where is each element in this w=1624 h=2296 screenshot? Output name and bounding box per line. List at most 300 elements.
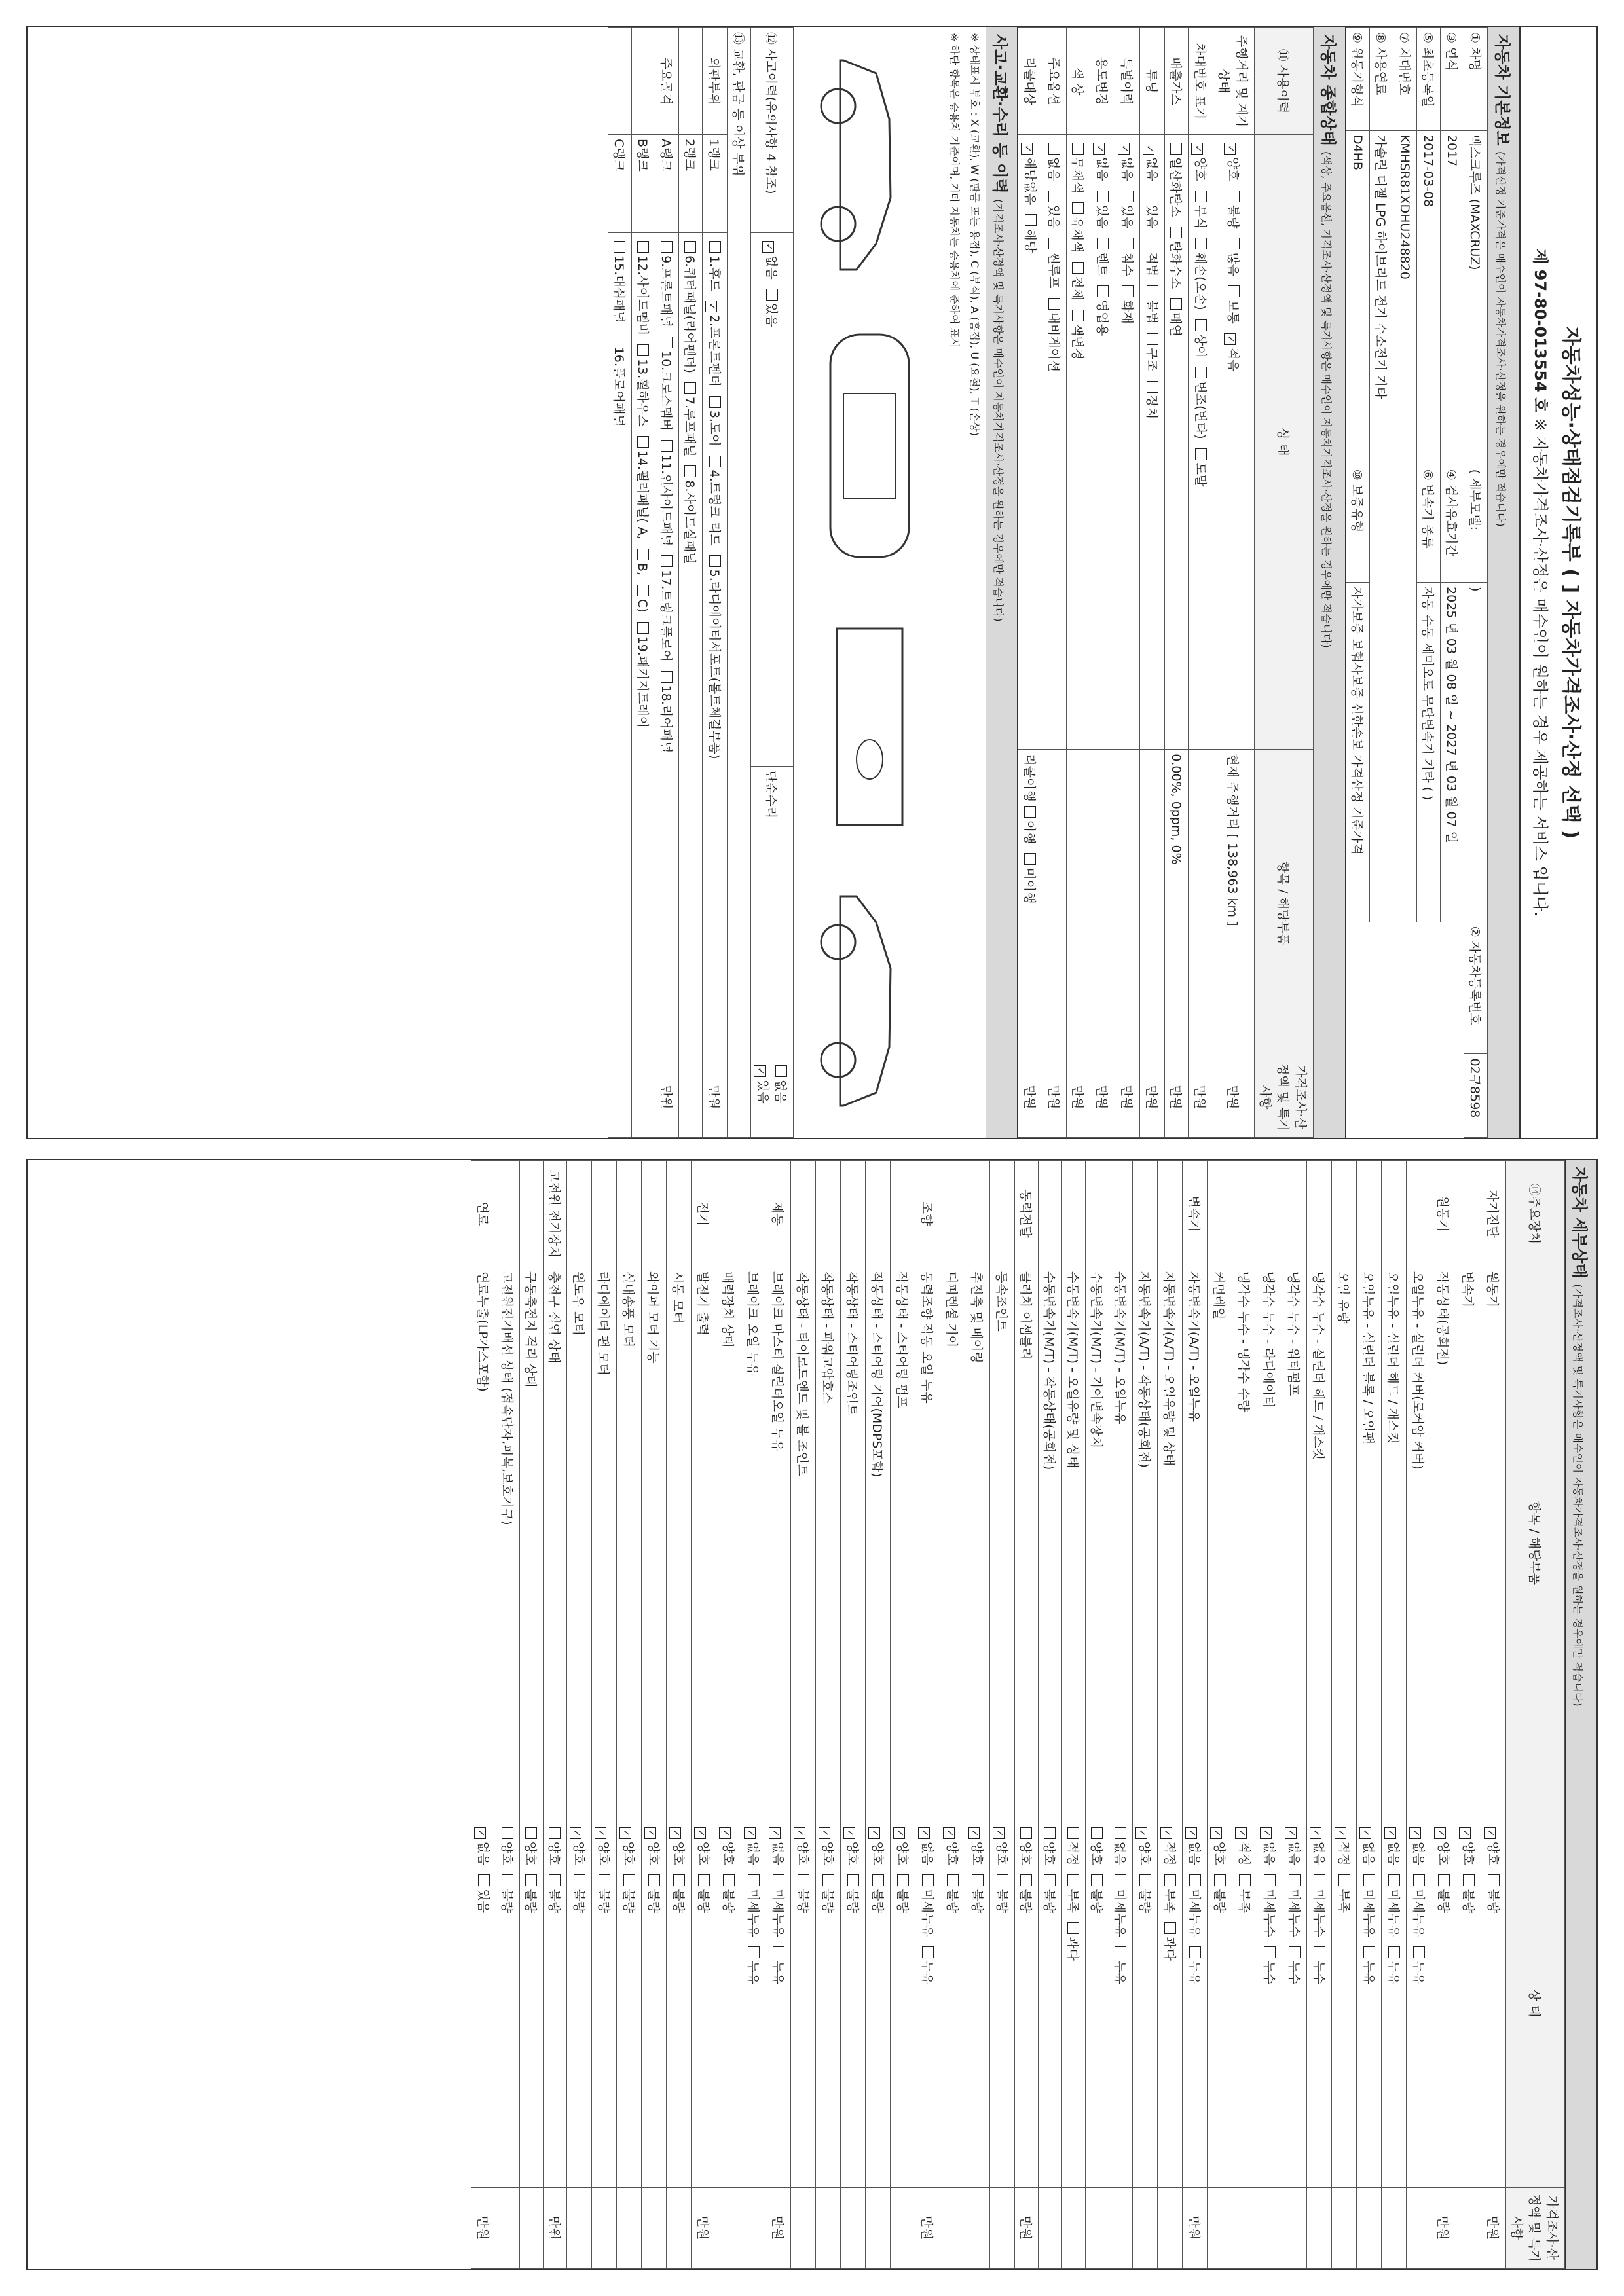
- detail-row: [866, 1161, 891, 2269]
- checkbox[interactable]: [1115, 1827, 1126, 1839]
- checkbox[interactable]: [1044, 1827, 1056, 1839]
- checkbox[interactable]: [614, 241, 625, 253]
- option-label: 미이행: [1022, 867, 1037, 904]
- checkbox[interactable]: [1388, 1946, 1400, 1958]
- checkbox[interactable]: [754, 1065, 766, 1077]
- detail-item: 실내송풍 모터: [617, 1267, 642, 1819]
- detail-row: [766, 1161, 791, 2269]
- detail-option: [1018, 1823, 1033, 1866]
- option-label: 일산화탄소: [1168, 157, 1183, 217]
- option-label: 불량: [1137, 1889, 1152, 1914]
- detail-option: [1386, 1942, 1401, 1985]
- checkbox[interactable]: [1143, 143, 1154, 155]
- checkbox[interactable]: [1048, 191, 1060, 202]
- status-options: [1165, 135, 1189, 750]
- checkbox[interactable]: [1314, 1874, 1325, 1886]
- detail-status-table: [471, 1160, 1565, 2269]
- checkbox[interactable]: [1067, 1827, 1079, 1839]
- option-label: 매연: [1168, 312, 1183, 337]
- detail-option: [1065, 1918, 1080, 1961]
- checkbox[interactable]: [1335, 1827, 1346, 1839]
- checkbox[interactable]: [1072, 310, 1084, 321]
- checkbox[interactable]: [1067, 1874, 1079, 1886]
- checkbox[interactable]: [1170, 227, 1182, 238]
- checkbox[interactable]: [1048, 298, 1060, 310]
- detail-item: 자동변속기(A/T) - 작동상태(공회전): [1133, 1267, 1158, 1819]
- status-options: [1090, 135, 1115, 750]
- detail-option: [1113, 1870, 1127, 1937]
- option-label: 양호: [1212, 1841, 1227, 1866]
- detail-options: [1382, 1819, 1407, 2187]
- detail-option: [476, 1823, 490, 1866]
- checkbox[interactable]: [694, 1827, 706, 1839]
- checkbox[interactable]: [1239, 1874, 1251, 1886]
- checkbox[interactable]: [1139, 1874, 1151, 1886]
- option-label: 없음: [1262, 1841, 1276, 1866]
- basic-info-cell: ③ 연식: [1441, 28, 1464, 131]
- checkbox[interactable]: [773, 1946, 784, 1958]
- part-option: [707, 297, 722, 387]
- option-label: 없음: [1113, 1841, 1127, 1866]
- checkbox[interactable]: [748, 1874, 760, 1886]
- status-option: [1120, 234, 1134, 276]
- option-label: 상이: [1193, 333, 1208, 358]
- status-label: 주행거리 및 계기상태: [1213, 28, 1255, 135]
- checkbox[interactable]: [1093, 143, 1105, 155]
- checkbox[interactable]: [661, 671, 673, 683]
- status-option: [1023, 139, 1037, 205]
- detail-item: 원동기: [1481, 1267, 1506, 1819]
- checkbox[interactable]: [993, 1827, 1005, 1839]
- checkbox[interactable]: [1285, 1827, 1297, 1839]
- checkbox[interactable]: [648, 1874, 660, 1886]
- checkbox[interactable]: [502, 1874, 513, 1886]
- option-label: 양호: [870, 1841, 885, 1866]
- status-row: [1140, 28, 1165, 1138]
- checkbox[interactable]: [1214, 1874, 1226, 1886]
- checkbox[interactable]: [1310, 1827, 1321, 1839]
- detail-option: [1436, 1870, 1450, 1913]
- detail-option: [771, 1870, 785, 1937]
- checkbox[interactable]: [1160, 1827, 1172, 1839]
- checkbox[interactable]: [709, 456, 721, 467]
- price-unit: 만원: [1431, 2188, 1456, 2269]
- basic-info-row: [1464, 28, 1488, 1138]
- checkbox[interactable]: [1195, 238, 1207, 249]
- checkbox[interactable]: [1264, 1874, 1276, 1886]
- checkbox[interactable]: [673, 1874, 685, 1886]
- checkbox[interactable]: [1228, 191, 1240, 202]
- checkbox[interactable]: [669, 1827, 681, 1839]
- checkbox[interactable]: [1289, 1874, 1301, 1886]
- detail-option: [597, 1823, 611, 1866]
- checkbox[interactable]: [1044, 1874, 1056, 1886]
- checkbox[interactable]: [1189, 1946, 1201, 1958]
- checkbox[interactable]: [968, 1827, 980, 1839]
- detail-options: [642, 1819, 667, 2187]
- price-unit: 만원: [915, 2188, 940, 2269]
- option-label: 6.쿼터패널(리어펜더): [682, 255, 697, 373]
- col-state: 상 태: [1255, 135, 1314, 750]
- checkbox[interactable]: [1463, 1874, 1475, 1886]
- device-group: [990, 1161, 1015, 1267]
- device-group: [667, 1161, 692, 1267]
- detail-option: [970, 1870, 984, 1913]
- basic-info-cell: ⑩ 보증유형: [1346, 465, 1370, 582]
- detail-item: 와이퍼 모터 기능: [642, 1267, 667, 1819]
- price-unit: 만원: [703, 1057, 728, 1138]
- checkbox[interactable]: [1025, 214, 1037, 226]
- detail-row: [1357, 1161, 1382, 2269]
- detail-options: [816, 1819, 841, 2187]
- checkbox[interactable]: [997, 1874, 1008, 1886]
- device-group: [891, 1161, 915, 1267]
- checkbox[interactable]: [893, 1827, 905, 1839]
- detail-item: 자동변속기(A/T) - 오일누유: [1183, 1267, 1208, 1819]
- price-unit: [667, 2188, 692, 2269]
- detail-item: 동력조향 작동 오일 누유: [915, 1267, 940, 1819]
- checkbox[interactable]: [1210, 1827, 1222, 1839]
- option-label: 렌트: [1095, 252, 1109, 277]
- option-label: 누유: [1187, 1960, 1202, 1985]
- device-group: 원동기: [1431, 1161, 1456, 1267]
- detail-option: [1262, 1823, 1276, 1866]
- option-label: 양호: [597, 1841, 611, 1866]
- checkbox[interactable]: [819, 1827, 830, 1839]
- checkbox[interactable]: [719, 1827, 731, 1839]
- checkbox[interactable]: [1488, 1874, 1500, 1886]
- status-option: [1070, 198, 1084, 253]
- checkbox[interactable]: [773, 1874, 784, 1886]
- basic-info-row: [1441, 28, 1464, 1138]
- checkbox[interactable]: [549, 1827, 561, 1839]
- part-option: [707, 452, 722, 546]
- option-label: 부족: [1162, 1889, 1177, 1914]
- checkbox[interactable]: [1115, 1946, 1126, 1958]
- checkbox[interactable]: [868, 1827, 880, 1839]
- option-label: 불량: [572, 1889, 586, 1914]
- checkbox[interactable]: [1097, 238, 1109, 249]
- checkbox[interactable]: [1438, 1874, 1450, 1886]
- option-label: 부족: [1237, 1889, 1251, 1914]
- checkbox[interactable]: [1409, 1827, 1421, 1839]
- checkbox[interactable]: [709, 241, 721, 253]
- checkbox[interactable]: [1338, 1874, 1350, 1886]
- detail-item: 구동축전지 격리 상태: [520, 1267, 544, 1819]
- price-unit: [1208, 2188, 1232, 2269]
- price-unit: [841, 2188, 866, 2269]
- checkbox[interactable]: [1413, 1874, 1425, 1886]
- option-label: 불량: [1018, 1889, 1033, 1914]
- checkbox[interactable]: [847, 1874, 859, 1886]
- checkbox[interactable]: [1363, 1874, 1375, 1886]
- checkbox[interactable]: [723, 1874, 735, 1886]
- checkbox[interactable]: [798, 1874, 809, 1886]
- option-label: 8.사이드실패널: [682, 480, 697, 564]
- checkbox[interactable]: [637, 241, 649, 253]
- checkbox[interactable]: [1122, 191, 1134, 202]
- option-label: 누유: [1411, 1960, 1426, 1985]
- checkbox[interactable]: [1185, 1827, 1197, 1839]
- option-label: 불량: [995, 1889, 1009, 1914]
- option-label: 양호: [1042, 1841, 1056, 1866]
- checkbox[interactable]: [767, 289, 779, 301]
- option-label: 화재: [1120, 300, 1134, 324]
- checkbox[interactable]: [661, 555, 673, 567]
- checkbox[interactable]: [1189, 1874, 1201, 1886]
- checkbox[interactable]: [748, 1946, 760, 1958]
- checkbox[interactable]: [1195, 191, 1207, 202]
- checkbox[interactable]: [1228, 238, 1240, 249]
- checkbox[interactable]: [1147, 238, 1158, 249]
- checkbox[interactable]: [661, 241, 673, 253]
- checkbox[interactable]: [922, 1946, 934, 1958]
- device-group: [1307, 1161, 1332, 1267]
- option-label: 불량: [1042, 1889, 1056, 1914]
- detail-item: 작동상태(공회전): [1431, 1267, 1456, 1819]
- checkbox[interactable]: [1235, 1827, 1247, 1839]
- checkbox[interactable]: [637, 622, 649, 634]
- checkbox[interactable]: [1225, 143, 1236, 155]
- checkbox[interactable]: [775, 1065, 787, 1077]
- checkbox[interactable]: [619, 1827, 631, 1839]
- checkbox[interactable]: [1135, 1827, 1147, 1839]
- status-option: [1168, 139, 1183, 217]
- checkbox[interactable]: [1388, 1874, 1400, 1886]
- checkbox[interactable]: [661, 337, 673, 348]
- basic-info-cell: ): [1464, 583, 1488, 922]
- checkbox[interactable]: [1048, 238, 1060, 249]
- detail-option: [845, 1823, 860, 1866]
- checkbox[interactable]: [1020, 1827, 1032, 1839]
- checkbox[interactable]: [684, 465, 696, 477]
- checkbox[interactable]: [474, 1827, 486, 1839]
- price-unit: [866, 2188, 891, 2269]
- detail-options: [1158, 1819, 1183, 2187]
- checkbox[interactable]: [644, 1827, 656, 1839]
- detail-row: [520, 1161, 544, 2269]
- checkbox[interactable]: [637, 344, 649, 356]
- checkbox[interactable]: [972, 1874, 984, 1886]
- checkbox[interactable]: [897, 1874, 909, 1886]
- checkbox[interactable]: [684, 241, 696, 253]
- checkbox[interactable]: [1413, 1946, 1425, 1958]
- status-detail: [1213, 750, 1255, 1057]
- checkbox[interactable]: [872, 1874, 884, 1886]
- device-group: 조향: [915, 1161, 940, 1267]
- option-label: 없음: [1187, 1841, 1202, 1866]
- accident-title: 사고·교환·수리 등 이력: [991, 34, 1009, 194]
- detail-row: [592, 1161, 617, 2269]
- checkbox[interactable]: [1122, 285, 1134, 297]
- detail-option: [1411, 1870, 1426, 1937]
- device-group: 고전원 전기장치: [544, 1161, 567, 1267]
- option-label: 17.트렁크플로어: [659, 570, 673, 662]
- checkbox[interactable]: [1147, 333, 1158, 345]
- checkbox[interactable]: [599, 1874, 610, 1886]
- checkbox[interactable]: [1091, 1874, 1103, 1886]
- option-label: 있음: [1046, 204, 1061, 229]
- checkbox[interactable]: [1067, 1922, 1079, 1934]
- detail-item: 작동상태 - 파워고압호스: [816, 1267, 841, 1819]
- price-unit: [1232, 2188, 1257, 2269]
- checkbox[interactable]: [947, 1874, 959, 1886]
- option-label: 양호: [995, 1841, 1009, 1866]
- part-option: [635, 581, 650, 613]
- checkbox[interactable]: [769, 1827, 781, 1839]
- detail-item: 냉각수 누수 - 냉각수 수량: [1232, 1267, 1257, 1819]
- checkbox[interactable]: [1024, 806, 1036, 818]
- checkbox[interactable]: [922, 1874, 934, 1886]
- checkbox[interactable]: [525, 1827, 537, 1839]
- checkbox[interactable]: [1359, 1827, 1371, 1839]
- checkbox[interactable]: [843, 1827, 855, 1839]
- accident-note: (가격조사·산정액 및 특기사항은 매수인이 자동차가격조사·산정을 원하는 경우에만 적습니다): [992, 198, 1005, 622]
- part-option: [635, 545, 650, 575]
- checkbox[interactable]: [1264, 1946, 1276, 1958]
- detail-options: [1307, 1819, 1332, 2187]
- status-option: [1145, 187, 1159, 229]
- status-label: 튜닝: [1140, 28, 1165, 135]
- status-option: [1193, 139, 1208, 181]
- checkbox[interactable]: [1118, 143, 1130, 155]
- checkbox[interactable]: [684, 382, 696, 394]
- checkbox[interactable]: [709, 555, 721, 567]
- checkbox[interactable]: [918, 1827, 930, 1839]
- checkbox[interactable]: [1228, 285, 1240, 297]
- checkbox[interactable]: [525, 1874, 537, 1886]
- checkbox[interactable]: [794, 1827, 805, 1839]
- checkbox[interactable]: [1024, 853, 1036, 865]
- checkbox[interactable]: [1195, 319, 1207, 331]
- checkbox[interactable]: [595, 1827, 606, 1839]
- option-label: 해당: [1023, 228, 1037, 253]
- checkbox[interactable]: [1434, 1827, 1446, 1839]
- checkbox[interactable]: [1170, 298, 1182, 310]
- detail-option: [1287, 1823, 1301, 1866]
- checkbox[interactable]: [709, 396, 721, 408]
- checkbox[interactable]: [1195, 367, 1207, 378]
- detail-item: 냉각수 누수 - 라디에이터: [1257, 1267, 1282, 1819]
- checkbox[interactable]: [1191, 143, 1203, 155]
- status-row: [1067, 28, 1090, 1138]
- price-unit: [1109, 2188, 1133, 2269]
- checkbox[interactable]: [1147, 285, 1158, 297]
- detail-option: [746, 1942, 760, 1985]
- detail-row: [667, 1161, 692, 2269]
- checkbox[interactable]: [1091, 1827, 1103, 1839]
- checkbox[interactable]: [570, 1827, 581, 1839]
- option-label: 있음: [764, 302, 779, 327]
- checkbox[interactable]: [744, 1827, 756, 1839]
- accident-history-label: ⑫ 사고이력(유의사항 4 참조): [751, 28, 794, 233]
- checkbox[interactable]: [1147, 381, 1158, 393]
- detail-status-note: (가격조사·산정액 및 특기사항은 매수인이 자동차가격조사·산정을 원하는 경우에만 적습니다): [1572, 1284, 1584, 1707]
- option-label: 18.리어패널: [659, 685, 673, 754]
- device-group: [841, 1161, 866, 1267]
- checkbox[interactable]: [1170, 143, 1182, 155]
- checkbox[interactable]: [1048, 143, 1060, 155]
- option-label: 양호: [1436, 1841, 1450, 1866]
- status-options: [1043, 135, 1067, 750]
- checkbox[interactable]: [502, 1827, 513, 1839]
- price-unit: 만원: [544, 2188, 567, 2269]
- status-row: [1165, 28, 1189, 1138]
- detail-options: [692, 1819, 716, 2187]
- detail-options: [1481, 1819, 1506, 2187]
- price-unit: [1039, 2188, 1062, 2269]
- checkbox[interactable]: [1097, 191, 1109, 202]
- detail-option: [746, 1870, 760, 1937]
- checkbox[interactable]: [763, 241, 775, 253]
- option-label: 전체: [1070, 276, 1084, 301]
- checkbox[interactable]: [1072, 202, 1084, 214]
- checkbox[interactable]: [478, 1874, 490, 1886]
- checkbox[interactable]: [1195, 448, 1207, 460]
- checkbox[interactable]: [1122, 238, 1134, 249]
- checkbox[interactable]: [1363, 1946, 1375, 1958]
- checkbox[interactable]: [574, 1874, 585, 1886]
- checkbox[interactable]: [943, 1827, 955, 1839]
- detail-item: 시동 모터: [667, 1267, 692, 1819]
- part-rank: 1랭크: [703, 135, 728, 233]
- checkbox[interactable]: [1314, 1946, 1325, 1958]
- checkbox[interactable]: [1384, 1827, 1396, 1839]
- checkbox[interactable]: [1097, 285, 1109, 297]
- checkbox[interactable]: [1115, 1874, 1126, 1886]
- checkbox[interactable]: [614, 333, 625, 344]
- checkbox[interactable]: [1164, 1922, 1176, 1934]
- checkbox[interactable]: [1260, 1827, 1272, 1839]
- option-label: 불량: [597, 1889, 611, 1914]
- part-options: [632, 233, 655, 1057]
- checkbox[interactable]: [705, 301, 717, 312]
- checkbox[interactable]: [1225, 333, 1236, 345]
- checkbox[interactable]: [822, 1874, 834, 1886]
- status-option: [1046, 139, 1061, 181]
- checkbox[interactable]: [1459, 1827, 1471, 1839]
- checkbox[interactable]: [1020, 1874, 1032, 1886]
- detail-option: [1065, 1823, 1080, 1866]
- checkbox[interactable]: [623, 1874, 635, 1886]
- checkbox[interactable]: [1147, 191, 1158, 202]
- checkbox[interactable]: [698, 1874, 710, 1886]
- checkbox[interactable]: [637, 436, 649, 448]
- detail-option: [895, 1823, 910, 1866]
- price-unit: [816, 2188, 841, 2269]
- option-label: 양호: [721, 1841, 735, 1866]
- part-option: [659, 551, 673, 661]
- checkbox[interactable]: [549, 1874, 561, 1886]
- detail-row: [1183, 1161, 1208, 2269]
- status-label: 차대번호 표기: [1189, 28, 1213, 135]
- detail-options: [1086, 1819, 1109, 2187]
- checkbox[interactable]: [637, 585, 649, 596]
- option-label: 부족: [1065, 1889, 1080, 1914]
- checkbox[interactable]: [1289, 1946, 1301, 1958]
- checkbox[interactable]: [1164, 1874, 1176, 1886]
- part-option: [635, 340, 650, 427]
- checkbox[interactable]: [661, 440, 673, 452]
- checkbox[interactable]: [1484, 1827, 1496, 1839]
- detail-item: 추진축 및 베어링: [965, 1267, 990, 1819]
- checkbox[interactable]: [1021, 143, 1033, 155]
- checkbox[interactable]: [1072, 143, 1084, 155]
- option-label: 4.트렁크 리드: [707, 469, 722, 546]
- detail-row: [915, 1161, 940, 2269]
- checkbox[interactable]: [1072, 262, 1084, 274]
- checkbox[interactable]: [637, 549, 649, 560]
